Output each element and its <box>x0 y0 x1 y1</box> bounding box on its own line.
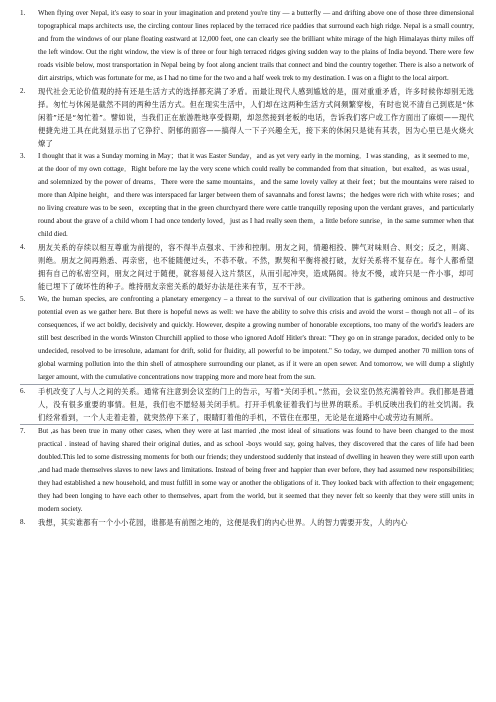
list-item <box>20 241 474 293</box>
item-text: I thought that it was a Sunday morning in May；that it was Easter Sunday，and as yet very early in the morning．I was standing，as it seemed to me，at the door of my own cottage．Right before me lay the very scene which could really be commanded from that situation，but exalted，as was usual，and solemnized by the power of dreams．There were the same mountains，and the same lovely valley at their feet；but the mountains were raised to more than Alpine height，and there was interspaced far larger between them of savannahs and forest lawns；the hedges were rich with white roses；and no living creature was to be seen，excepting that in the green churchyard there were cattle tranquilly reposing upon the verdant graves，and particularly round about the grave of a child whom I had once tenderly loved，just as I had really seen them，a little before sunrise，in the same summer when that child died. <box>38 152 474 238</box>
list-item <box>20 150 474 241</box>
item-number: 3. <box>20 152 26 160</box>
item-number: 4. <box>20 243 26 251</box>
item-text: But ,as has been true in many other cases, when they were at last married ,the most ideal of situations was found to have been changed to the most practical . instead of having shared their original duties, and as school -boys would say, going halves, they discovered that the cares of life had been doubled.This led to some distressing moments for both our friends; they understood suddenly that instead of dwelling in heaven they were still upon earth ,and had made themselves slaves to new laws and limitations. Instead of being freer and happier than ever before, they had assumed new responsibilities; they had established a new household, and must fulfill in some way or another the obligations of it. They looked back with affection to their engagement; they had been longing to have each other to themselves, apart from the world, but it seemed that they never felt so keenly that they were still units in modern society. <box>38 427 474 513</box>
item-number: 6. <box>20 387 26 395</box>
item-text: We, the human species, are confronting a planetary emergency – a threat to the survival of our civilization that is gathering ominous and destructive potential even as we gather here. But there is hopeful news as well: we have the ability to solve this crisis and avoid the worst – though not all – of its consequences, if we act boldly, decisively and quickly. However, despite a growing number of honorable exceptions, too many of the world's leaders are still best described in the words Winston Churchill applied to those who ignored Adolf Hitler's threat: "They go on in strange paradox, decided only to be undecided, resolved to be irresolute, adamant for drift, solid for fluidity, all powerful to be impotent." So today, we dumped another 70 million tons of global warming pollution into the thin shell of atmosphere surrounding our planet, as if it were an open sewer. And tomorrow, we will dump a slightly larger amount, with the cumulative concentrations now trapping more and more heat from the sun. <box>38 295 474 381</box>
item-text: 朋友关系的存续以相互尊重为前提的，容不得半点强求、干涉和控制。朋友之间，情趣相投、脾气对味则合、则交；反之，则离、则绝。朋友之间再熟悉、再亲密，也不能随便过头，不恭不敬。不然，默契和平衡将被打破，友好关系将不复存在。每个人都希望拥有自己的私密空间，朋友之间过于随便，就容易侵入这片禁区，从而引起冲突，造成隔阂。待友不慢，或许只是一件小事，却可能已埋下了破坏性的种子。维持朋友亲密关系的最好办法是往来有节，互不干涉。 <box>38 243 474 291</box>
item-text: 现代社会无论价值观的持有还是生活方式的选择都充满了矛盾。而最让现代人感到尴尬的是，面对重重矛盾，许多时候你却别无选择。匆忙与休闲是截然不同的两种生活方式。但在现实生活中，人们却在这两种生活方式间频繁穿梭，有时也说不清自己到底是“休闲着”还是“匆忙着”。譬如说，当我们正在旅游胜地享受假期，却忽然接到老板的电话，告诉我们客户或工作方面出了麻烦——现代便捷先进工具在此刻显示出了它狰狞、阴郁的面容——搞得人一下子兴趣全无，接下来的休闲只是徒有其表，因为心里已是火烧火燎了 <box>38 87 474 148</box>
list-item <box>20 384 474 425</box>
item-number: 2. <box>20 87 26 95</box>
list-item <box>20 425 474 516</box>
list-item <box>20 293 474 384</box>
numbered-passage-list <box>20 7 474 529</box>
item-text: 手机改变了人与人之间的关系。通常有注意到会议室的门上的告示，写着“关闭手机。”然而，会议室仍然充满着铃声。我们都是普通人，没有很多重要的事情。但是，我们也不愿轻易关闭手机。打开手机象征着我们与世界的联系。手机反映出我们的社交饥渴。我们经常看到，一个人走着走着，就突然停下来了，眼睛盯着他的手机，不管住在那里，无论是在道路中心或劳边有厕所。 <box>38 387 474 422</box>
item-number: 7. <box>20 427 26 435</box>
list-item <box>20 7 474 85</box>
list-item <box>20 85 474 150</box>
list-item <box>20 516 474 529</box>
item-number: 5. <box>20 295 26 303</box>
item-text: When flying over Nepal, it's easy to soar in your imagination and pretend you're tiny — a butterfly — and drifting above one of those three dimensional topographical maps architects use, the circling contour lines replaced by the terraced rice paddies that surround each high ridge. Nepal is a small country, and from the windows of our plane floating eastward at 12,000 feet, one can clearly see the brilliant white mirage of the high Himalayas thirty miles off the left window. Out the right window, the view is of three or four high terraced ridges giving sudden way to the plains of India beyond. There were few roads visible below, most transportation in Nepal being by foot along ancient trails that connect and bind the country together. There is also a network of dirt airstrips, which was fortunate for me, as I had no time for the two and a half week trek to my destination. I was on a flight to the local airport. <box>38 9 474 82</box>
item-number: 1. <box>20 9 26 17</box>
item-number: 8. <box>20 518 26 526</box>
item-text: 我想，其实谁都有一个小小花园，谁都是有前图之地的，这便是我们的内心世界。人的智力需要开发，人的内心 <box>38 518 408 527</box>
